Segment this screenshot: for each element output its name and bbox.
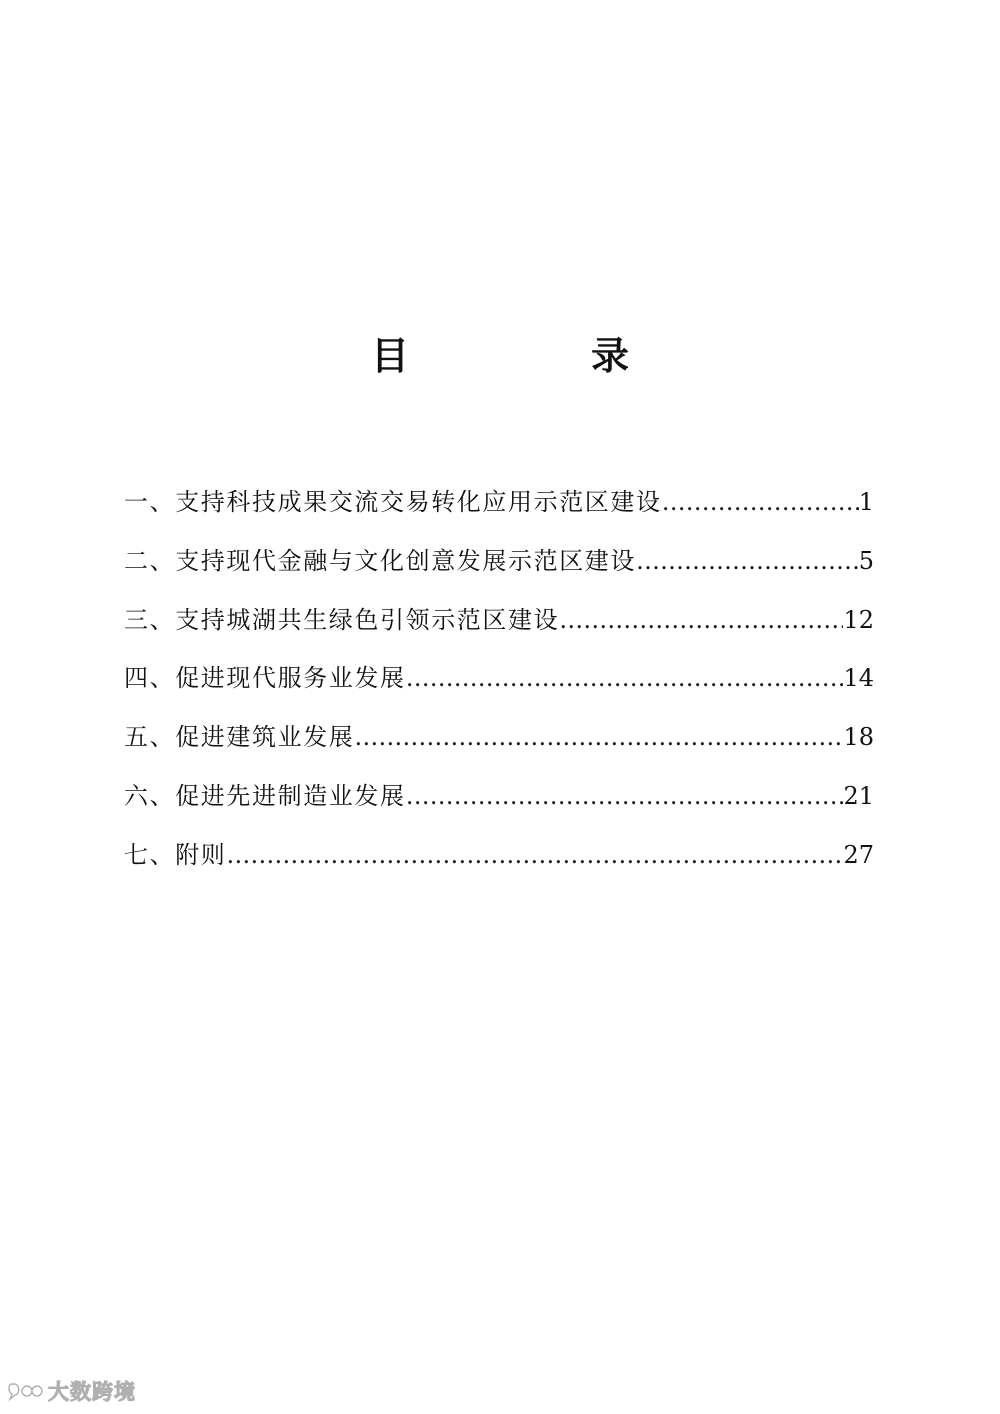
- toc-page-number: 21: [843, 781, 874, 810]
- page-title: 目 录: [370, 334, 701, 379]
- toc-entry[interactable]: [124, 482, 874, 541]
- toc-entry-label: 四、促进现代服务业发展: [124, 664, 406, 693]
- toc-entry[interactable]: [124, 776, 874, 835]
- toc-dot-leader: [559, 600, 843, 640]
- toc-dot-leader: [226, 835, 843, 875]
- toc-page-number: 12: [843, 605, 874, 634]
- toc-dot-leader: [636, 541, 859, 581]
- watermark-text: 大数跨境: [48, 1380, 136, 1404]
- toc-page-number: 5: [858, 546, 874, 575]
- toc-page-number: 18: [843, 723, 874, 752]
- brand-logo-icon: [6, 1380, 44, 1402]
- toc-entry[interactable]: [124, 658, 874, 717]
- toc-dot-leader: [662, 482, 859, 522]
- toc-entry[interactable]: [124, 541, 874, 600]
- toc-entry-label: 二、支持现代金融与文化创意发展示范区建设: [124, 546, 636, 575]
- toc-entry-label: 七、附则: [124, 840, 227, 869]
- toc-entry[interactable]: [124, 835, 874, 894]
- toc-page-number: 14: [843, 664, 874, 693]
- toc-dot-leader: [354, 717, 843, 757]
- toc-entry-label: 三、支持城湖共生绿色引领示范区建设: [124, 605, 560, 634]
- toc-page-number: 27: [843, 840, 874, 869]
- toc-entry[interactable]: [124, 717, 874, 776]
- toc-entry-label: 一、支持科技成果交流交易转化应用示范区建设: [124, 488, 662, 516]
- toc-entry[interactable]: [124, 600, 874, 659]
- toc-page-number: 1: [858, 488, 874, 516]
- watermark: [6, 1376, 136, 1406]
- table-of-contents: [124, 482, 874, 894]
- toc-dot-leader: [406, 776, 844, 816]
- toc-entry-label: 五、促进建筑业发展: [124, 723, 355, 752]
- toc-dot-leader: [406, 658, 844, 698]
- toc-entry-label: 六、促进先进制造业发展: [124, 781, 406, 810]
